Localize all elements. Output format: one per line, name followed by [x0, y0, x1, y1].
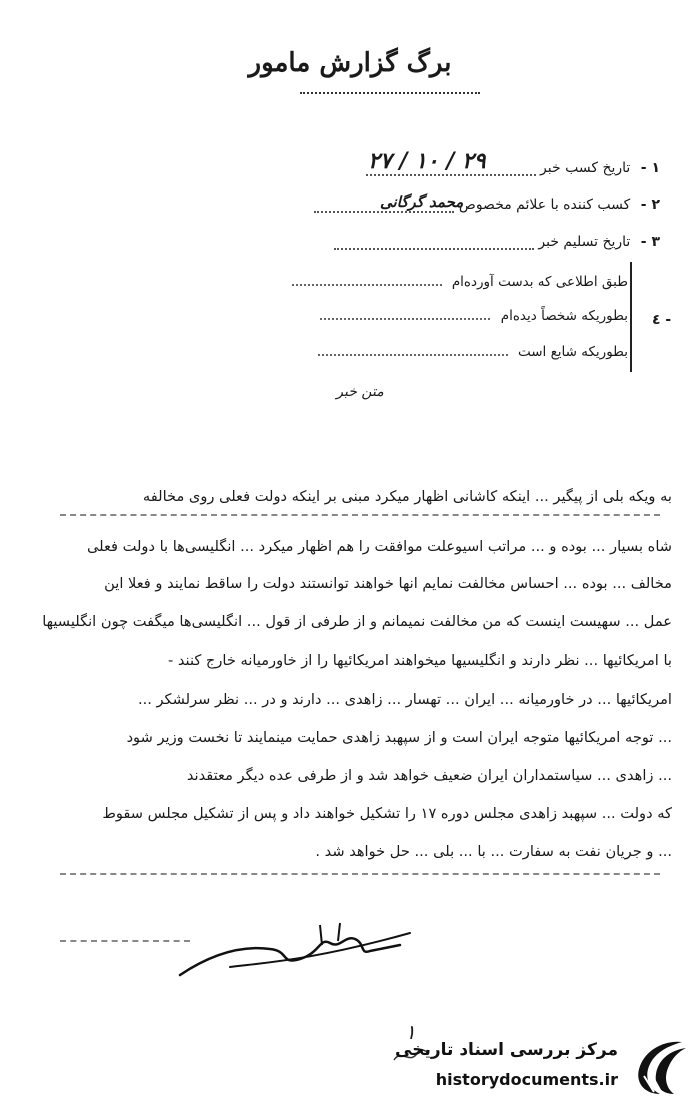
source-bracket	[630, 262, 644, 372]
field-date-submitted	[334, 234, 660, 250]
field-dots	[334, 234, 534, 250]
handwritten-signature	[170, 915, 420, 995]
line-rule	[60, 514, 660, 516]
handwritten-date: ۲۷ / ۱۰ / ۲۹	[368, 148, 486, 174]
field-number: ١ -	[640, 160, 660, 176]
body-line: ... توجه امریکائیها متوجه ایران است و از سپهبد زاهدی حمایت مینمایند تا نخست وزیر شود	[126, 729, 672, 746]
field-agent-code	[314, 197, 660, 213]
option-dots	[320, 306, 490, 320]
body-line: امریکائیها ... در خاورمیانه ... ایران ... تهسار ... زاهدی ... دارند و در ... نظر سرلشکر ...	[137, 691, 672, 708]
source-number: ٤ -	[652, 312, 672, 328]
source-option-seen	[320, 306, 628, 324]
field-label: تاریخ تسلیم خبر	[538, 234, 631, 250]
document-title: برگ گزارش مامور	[248, 48, 452, 78]
option-label: بطوریکه شایع است	[517, 344, 628, 360]
option-dots	[318, 342, 508, 356]
body-line: ... و جریان نفت به سفارت ... با ... بلی ... حل خواهد شد .	[315, 843, 672, 860]
option-dots	[292, 272, 442, 286]
field-number: ٢ -	[640, 197, 660, 213]
option-label: بطوریکه شخصاً دیده‌ام	[500, 308, 628, 324]
handwritten-agent-name: محمد گرگانی	[380, 193, 464, 211]
body-line: شاه بسیار ... بوده و ... مراتب اسیوعلت موافقت را هم اظهار میکرد ... انگلیسی‌ها با دولت فعلی	[86, 538, 672, 555]
body-line: که دولت ... سپهبد زاهدی مجلس دوره ۱۷ را تشکیل خواهند داد و پس از تشکیل مجلس سقوط	[102, 805, 672, 822]
title-underline	[300, 92, 480, 94]
line-rule	[60, 873, 660, 875]
source-option-rumor	[318, 342, 628, 360]
body-line: عمل ... سهیست اینست که من مخالفت نمیمانم و از طرفی از قول ... انگلیسی‌ها میگفت چون انگلیسیها	[42, 613, 672, 630]
body-line: با امریکائیها ... نظر دارند و انگلیسیها میخواهند امریکائیها را از خاورمیانه خارج کنند -	[167, 652, 672, 669]
archive-logo-icon	[624, 1036, 694, 1098]
option-label: طبق اطلاعی که بدست آورده‌ام	[451, 274, 628, 290]
source-option-obtained	[292, 272, 628, 290]
archive-url[interactable]: historydocuments.ir	[435, 1070, 618, 1089]
footer-page-mark: ١	[405, 1020, 416, 1044]
field-label: تاریخ کسب خبر	[540, 160, 631, 176]
field-label: کسب کننده با علائم مخصوص	[458, 197, 631, 213]
subject-heading: متن خبر	[336, 384, 384, 400]
body-line: به ویکه بلی از پیگیر ... اینکه کاشانی اظهار میکرد مبنی بر اینکه دولت فعلی روی مخالفه	[142, 488, 672, 505]
archive-name: مرکز بررسی اسناد تاریخی	[395, 1040, 618, 1060]
field-number: ٣ -	[640, 234, 660, 250]
body-line: مخالف ... بوده ... احساس مخالفت نمایم انها خواهند توانستند دولت را ساقط نمایند و فعلا این	[104, 575, 672, 592]
body-line: ... زاهدی ... سیاستمداران ایران ضعیف خواهد شد و از طرفی عده دیگر معتقدند	[186, 767, 672, 784]
